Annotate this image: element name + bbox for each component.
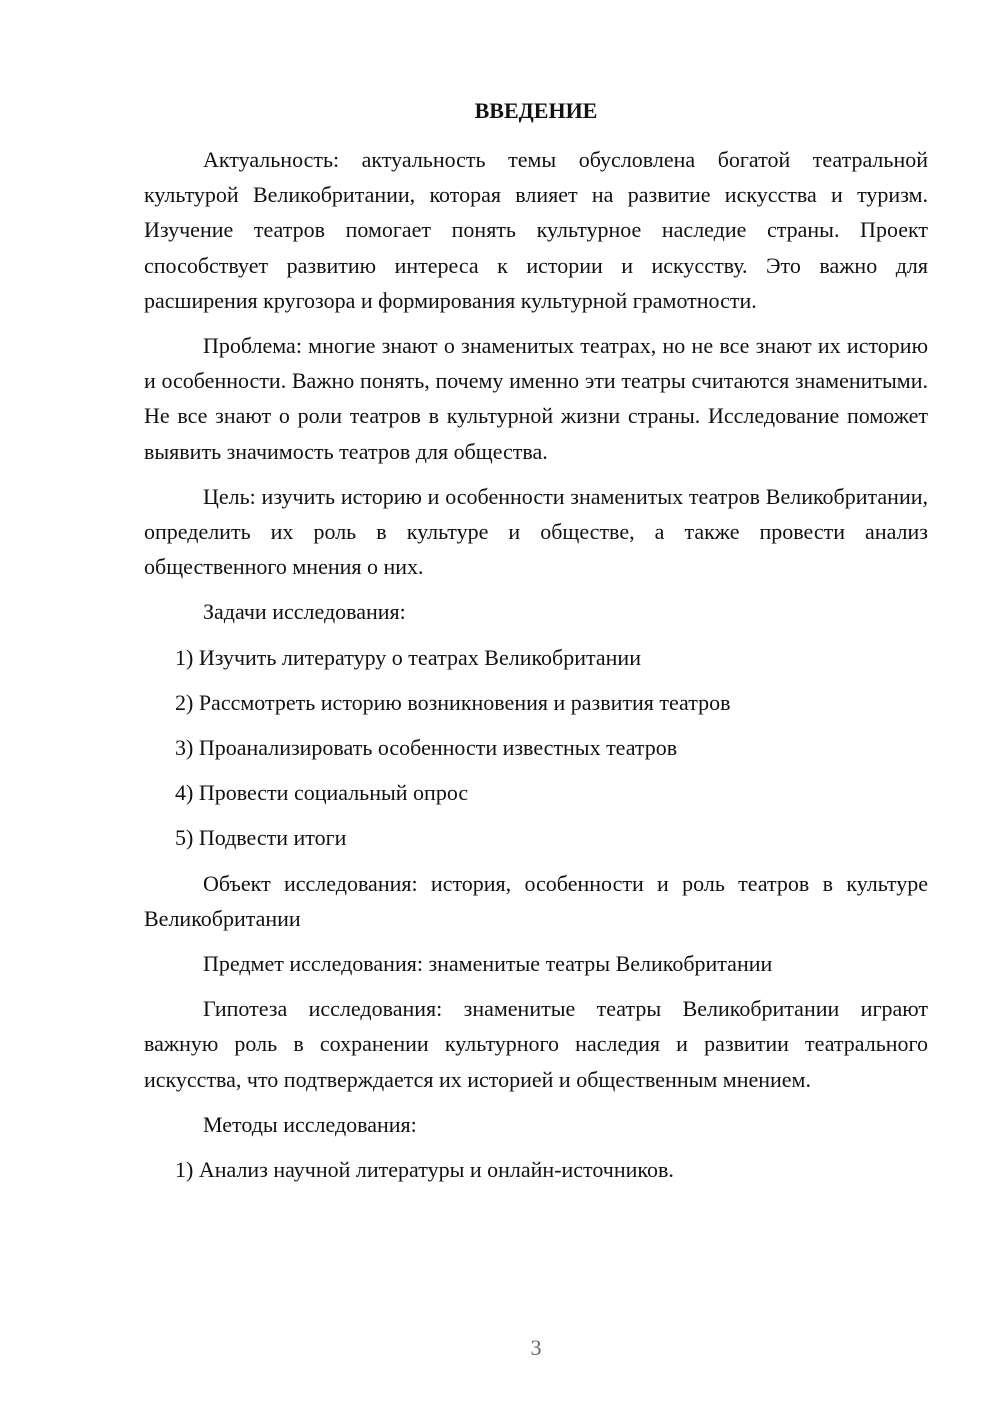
hypothesis-paragraph: Гипотеза исследования: знаменитые театры Великобритании играют важную роль в сохранении культурного наследия и развитии театрального искусства, что подтверждается их историей и общественным мнением. xyxy=(144,996,928,1092)
methods-label: Методы исследования: xyxy=(203,1111,417,1137)
task-item: 4) Провести социальный опрос xyxy=(175,780,469,806)
body-text xyxy=(144,142,928,1197)
task-item: 1) Изучить литературу о театрах Великобритании xyxy=(175,644,641,670)
method-item: 1) Анализ научной литературы и онлайн-источников. xyxy=(175,1157,674,1183)
task-item: 2) Рассмотреть историю возникновения и развития театров xyxy=(175,689,731,715)
goal-paragraph: Цель: изучить историю и особенности знаменитых театров Великобритании, определить их роль в культуре и обществе, а также провести анализ общественного мнения о них. xyxy=(144,483,928,580)
relevance-paragraph: Актуальность: актуальность темы обусловлена богатой театральной культурой Великобритании, которая влияет на развитие искусства и туризм. Изучение театров помогает понять культурное наследие страны. Проект способствует развитию интереса к истории и искусству. Это важно для расширения кругозора и формирования культурной грамотности. xyxy=(144,147,928,313)
section-heading: ВВЕДЕНИЕ xyxy=(474,98,598,123)
task-item: 3) Проанализировать особенности известных театров xyxy=(175,735,678,761)
task-item: 5) Подвести итоги xyxy=(175,825,347,851)
subject-paragraph: Предмет исследования: знаменитые театры Великобритании xyxy=(203,951,773,977)
problem-paragraph: Проблема: многие знают о знаменитых театрах, но не все знают их историю и особенности. Важно понять, почему именно эти театры считаются знаменитыми. Не все знают о роли театров в культурной жизни страны. Исследование поможет выявить значимость театров для общества. xyxy=(144,333,928,464)
tasks-label: Задачи исследования: xyxy=(203,599,406,625)
page-number: 3 xyxy=(530,1335,542,1360)
object-paragraph: Объект исследования: история, особенности и роль театров в культуре Великобритании xyxy=(144,870,928,931)
